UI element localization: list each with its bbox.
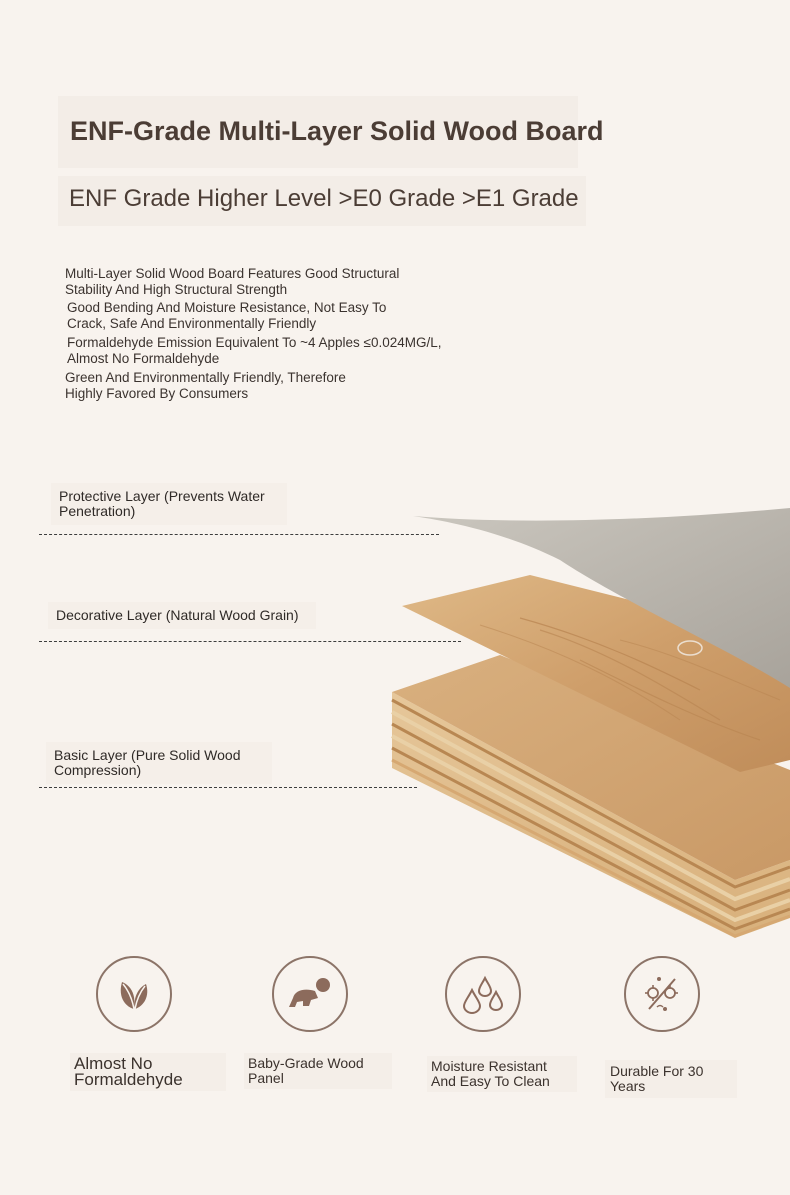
feature-line: Highly Favored By Consumers: [65, 385, 249, 401]
title-box: [58, 96, 604, 168]
feature-line: Green And Environmentally Friendly, Therefore: [65, 370, 346, 385]
feature-line: Almost No Formaldehyde: [67, 350, 220, 366]
wood-board-illustration: [380, 490, 790, 950]
badge-water: [445, 956, 521, 1032]
layer-label-line: Decorative Layer (Natural Wood Grain): [56, 607, 299, 623]
badge-label-line: Panel: [248, 1070, 284, 1086]
page-title: ENF-Grade Multi-Layer Solid Wood Board: [70, 116, 604, 146]
feature-item: [65, 266, 399, 297]
badge-leaf: [96, 956, 172, 1032]
layer-label-line: Protective Layer (Prevents Water: [59, 488, 265, 504]
badge-label: [605, 1060, 737, 1098]
layer-label-line: Penetration): [59, 503, 136, 519]
layer-label-basic: [46, 742, 272, 784]
badge-label: [244, 1053, 392, 1089]
badge-durable: [624, 956, 700, 1032]
feature-line: Stability And High Structural Strength: [65, 281, 288, 297]
badge-label: [70, 1053, 226, 1091]
leader-line: [39, 787, 417, 788]
feature-item: [67, 335, 442, 366]
badge-label-line: Moisture Resistant: [431, 1058, 547, 1074]
leader-line: [39, 534, 439, 535]
badge-label-line: And Easy To Clean: [431, 1073, 550, 1089]
badge-label-line: Almost No: [74, 1054, 153, 1073]
feature-line: Good Bending And Moisture Resistance, Not Easy To: [67, 300, 387, 315]
badge-label: [427, 1056, 577, 1092]
badge-baby: [272, 956, 348, 1032]
layer-label-protective: [51, 483, 287, 525]
baby-icon: [285, 976, 335, 1012]
subtitle-box: [58, 176, 586, 226]
feature-line: Crack, Safe And Environmentally Friendly: [67, 315, 317, 331]
layer-label-line: Basic Layer (Pure Solid Wood: [54, 747, 241, 763]
feature-item: [67, 300, 386, 331]
feature-item: [65, 370, 346, 401]
feature-line: Multi-Layer Solid Wood Board Features Good Structural: [65, 266, 400, 281]
layer-label-line: Compression): [54, 762, 142, 778]
durable-bacteria-icon: [637, 969, 687, 1019]
layer-label-decorative: [48, 602, 316, 629]
page-subtitle: ENF Grade Higher Level >E0 Grade >E1 Grade: [69, 185, 579, 212]
leader-line: [39, 641, 461, 642]
leaf-icon: [114, 976, 154, 1012]
feature-line: Formaldehyde Emission Equivalent To ~4 Apples ≤0.024MG/L,: [67, 335, 442, 350]
badge-label-line: Formaldehyde: [74, 1070, 183, 1089]
badge-label-line: Baby-Grade Wood: [248, 1055, 364, 1071]
badge-label-line: Durable For 30 Years: [610, 1063, 704, 1094]
water-drops-icon: [460, 974, 506, 1014]
